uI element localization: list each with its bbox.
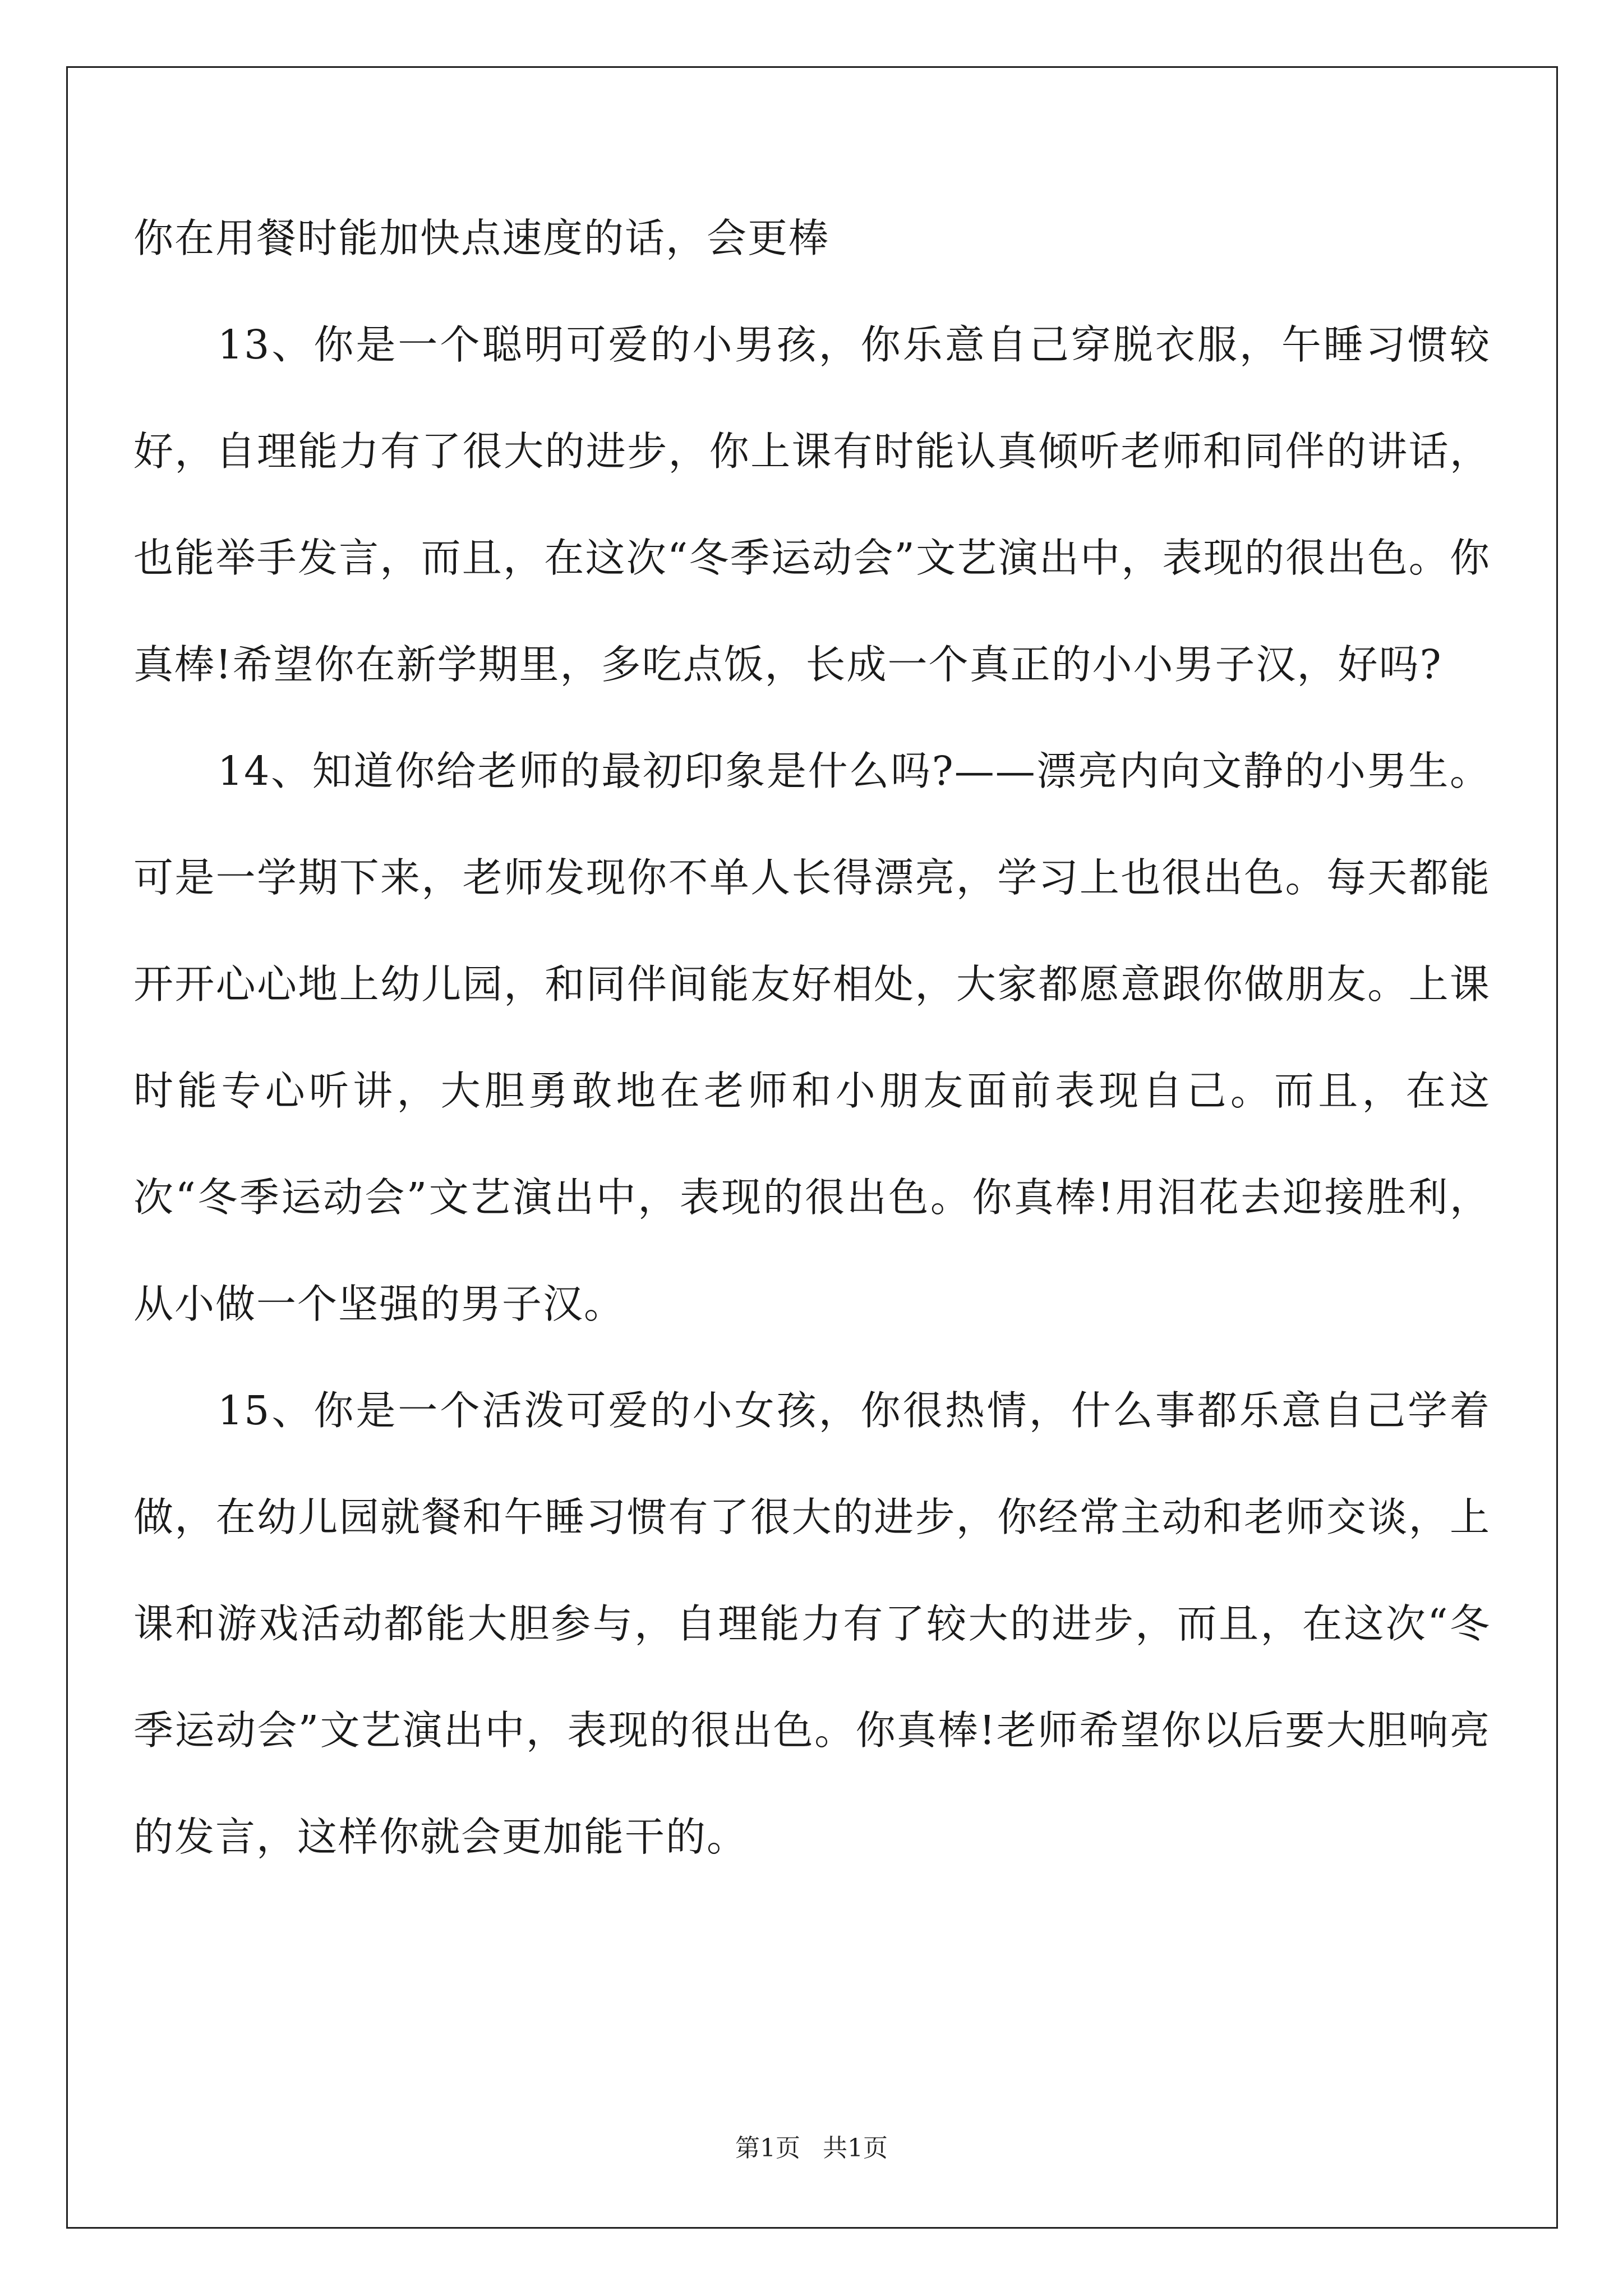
paragraph-item-14: 14、知道你给老师的最初印象是什么吗?——漂亮内向文静的小男生。可是一学期下来，老师发现你不单人长得漂亮，学习上也很出色。每天都能开开心心地上幼儿园，和同伴间能友好相处，大家都愿意跟你做朋友。上课时能专心听讲，大胆勇敢地在老师和小朋友面前表现自己。而且，在这次“冬季运动会”文艺演出中，表现的很出色。你真棒!用泪花去迎接胜利，从小做一个坚强的男子汉。 — [133, 748, 1491, 1327]
page-footer — [0, 2132, 1623, 2165]
paragraph-continuation: 你在用餐时能加快点速度的话，会更棒 — [133, 215, 830, 261]
page-count: 共1页 — [823, 2134, 888, 2162]
paragraph-item-15: 15、你是一个活泼可爱的小女孩，你很热情，什么事都乐意自己学着做，在幼儿园就餐和午睡习惯有了很大的进步，你经常主动和老师交谈，上课和游戏活动都能大胆参与，自理能力有了较大的进步，而且，在这次“冬季运动会”文艺演出中，表现的很出色。你真棒!老师希望你以后要大胆响亮的发言，这样你就会更加能干的。 — [133, 1387, 1491, 1860]
paragraph-item-13: 13、你是一个聪明可爱的小男孩，你乐意自己穿脱衣服，午睡习惯较好，自理能力有了很大的进步，你上课有时能认真倾听老师和同伴的讲话，也能举手发言，而且，在这次“冬季运动会”文艺演出中，表现的很出色。你真棒!希望你在新学期里，多吃点饭，长成一个真正的小小男子汉，好吗? — [133, 321, 1491, 688]
document-body — [133, 185, 1491, 1890]
page-number: 第1页 — [735, 2134, 800, 2162]
